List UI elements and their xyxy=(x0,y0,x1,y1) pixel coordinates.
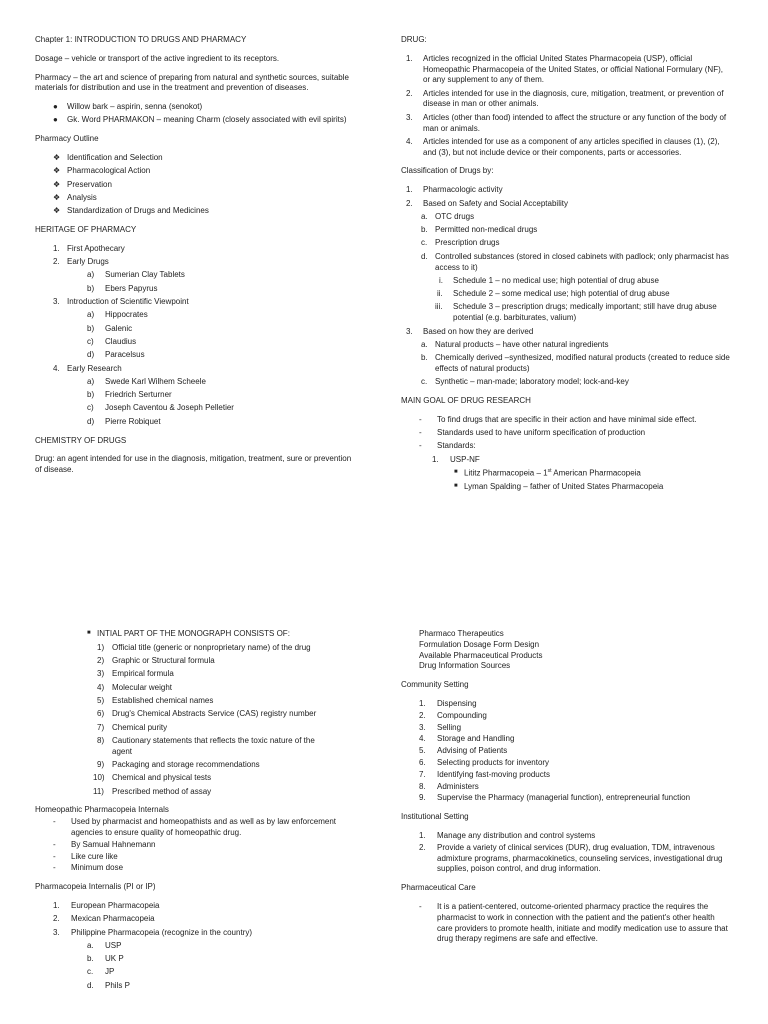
list-item xyxy=(35,787,353,798)
drug-heading: DRUG: xyxy=(401,35,427,44)
list-item xyxy=(401,793,731,804)
list-item xyxy=(35,683,353,694)
list-item xyxy=(35,669,353,680)
list-item-text: Analysis xyxy=(67,192,97,202)
list-item xyxy=(35,166,353,177)
list-item-text: American Pharmacopeia xyxy=(551,468,641,478)
list-item xyxy=(35,709,353,720)
list-item-text: Molecular weight xyxy=(112,682,173,692)
list-marker: a. xyxy=(421,211,428,221)
list-marker: b. xyxy=(421,353,428,363)
list-item-text: Prescribed method of assay xyxy=(112,786,212,796)
list-number: 2. xyxy=(406,198,413,208)
list-item-text: Prescription drugs xyxy=(435,238,500,248)
list-item xyxy=(401,212,731,223)
list-item xyxy=(35,656,353,667)
list-number: 5. xyxy=(419,746,426,756)
list-item xyxy=(401,831,731,842)
list-item-text: Established chemical names xyxy=(112,695,214,705)
list-item xyxy=(401,723,731,734)
list-item-text: Permitted non-medical drugs xyxy=(435,225,538,235)
outline-heading: Pharmacy Outline xyxy=(35,134,99,144)
square-bullet-icon: ■ xyxy=(454,482,458,489)
list-number: 3. xyxy=(53,927,60,937)
list-marker: b. xyxy=(421,225,428,235)
list-item-text: Schedule 1 – no medical use; high potential of drug abuse xyxy=(453,275,659,285)
list-item xyxy=(401,441,731,452)
list-item-text: JP xyxy=(105,967,115,977)
list-number: 4. xyxy=(406,136,413,146)
list-number: 6) xyxy=(97,709,105,719)
list-item xyxy=(35,390,353,401)
list-number: 2. xyxy=(419,842,426,852)
page2-right-column xyxy=(401,629,731,953)
list-item xyxy=(401,289,731,300)
list-item-text: Official title (generic or nonproprietary name) of the drug xyxy=(112,642,311,652)
list-marker: d. xyxy=(87,980,94,990)
diamond-bullet-icon: ❖ xyxy=(53,192,61,202)
list-item-text: Synthetic – man-made; laboratory model; lock-and-key xyxy=(435,377,629,387)
list-number: 5) xyxy=(97,695,105,705)
list-item xyxy=(35,180,353,191)
list-number: 4) xyxy=(97,682,105,692)
list-marker: iii. xyxy=(435,302,443,312)
dash-marker: - xyxy=(419,901,422,911)
list-number: 2. xyxy=(53,914,60,924)
goal-list xyxy=(401,415,731,493)
page1-left-column xyxy=(35,35,353,484)
list-item-text: Advising of Patients xyxy=(437,746,508,756)
list-item xyxy=(401,468,731,479)
list-item-text: Phils P xyxy=(105,980,130,990)
list-item xyxy=(35,270,353,281)
list-marker: b. xyxy=(87,954,94,964)
list-number: 1. xyxy=(53,900,60,910)
chemistry-heading: CHEMISTRY OF DRUGS xyxy=(35,435,127,445)
list-item xyxy=(35,337,353,348)
list-item xyxy=(401,428,731,439)
list-item-text: Introduction of Scientific Viewpoint xyxy=(67,297,189,307)
diamond-bullet-icon: ❖ xyxy=(53,166,61,176)
list-item xyxy=(401,327,731,338)
list-item xyxy=(401,185,731,196)
list-item-text: Selling xyxy=(437,722,462,732)
list-item-text: Schedule 3 – prescription drugs; medically important; still have drug abuse potential (e.g. barbiturates, valium) xyxy=(453,302,717,323)
chapter-title: Chapter 1: INTRODUCTION TO DRUGS AND PHARMACY xyxy=(35,35,247,44)
list-item xyxy=(35,840,353,851)
page1-right-column xyxy=(401,35,731,501)
list-item-text: Standardization of Drugs and Medicines xyxy=(67,206,209,216)
care-list xyxy=(401,902,731,945)
list-number: 1. xyxy=(419,830,426,840)
list-number: 3. xyxy=(406,112,413,122)
list-item-text: Storage and Handling xyxy=(437,734,515,744)
list-item xyxy=(401,711,731,722)
list-item-text: Administers xyxy=(437,781,479,791)
list-item xyxy=(401,276,731,287)
list-number: 3. xyxy=(53,297,60,307)
list-item-text: Articles intended for use as a component of any articles specified in clauses (1), (2), and (3), but not include device or their components, parts or accessories. xyxy=(423,136,720,157)
list-item-text: Graphic or Structural formula xyxy=(112,656,215,666)
list-item-text: Cautionary statements that reflects the toxic nature of the agent xyxy=(112,735,315,756)
list-item-text: Chemically derived –synthesized, modified natural products (created to reduce side effects of natural products) xyxy=(435,353,730,373)
list-marker: i. xyxy=(439,275,443,285)
list-item xyxy=(401,734,731,745)
list-item xyxy=(401,902,731,945)
list-item xyxy=(401,782,731,793)
list-marker: ii. xyxy=(437,289,443,299)
list-item-text: Dispensing xyxy=(437,698,477,708)
list-item xyxy=(35,364,353,375)
list-marker: c) xyxy=(87,336,94,346)
list-item-text: Compounding xyxy=(437,710,487,720)
list-item xyxy=(35,284,353,295)
list-item xyxy=(401,137,731,159)
dash-marker: - xyxy=(419,428,422,438)
list-item xyxy=(401,225,731,236)
list-item xyxy=(35,193,353,204)
list-item xyxy=(401,353,731,375)
list-item xyxy=(35,760,353,771)
list-item-text: Packaging and storage recommendations xyxy=(112,759,260,769)
list-item-text: Used by pharmacist and homeopathists and as well as by law enforcement agencies to ensure quality of homeopathic drug. xyxy=(71,817,337,837)
bullet-icon: ● xyxy=(53,115,58,125)
list-item xyxy=(401,455,731,466)
list-marker: d) xyxy=(87,416,95,426)
list-number: 1. xyxy=(406,185,413,195)
list-item-text: Articles intended for use in the diagnosis, cure, mitigation, treatment, or prevention of disease in man or other animals. xyxy=(423,88,724,109)
list-item xyxy=(401,302,731,324)
list-item xyxy=(35,736,353,758)
list-number: 2. xyxy=(419,710,426,720)
list-number: 4. xyxy=(53,363,60,373)
list-number: 6. xyxy=(419,757,426,767)
list-number: 11) xyxy=(93,786,104,796)
list-item xyxy=(35,102,353,113)
list-item-text: Pharmacologic activity xyxy=(423,185,503,195)
list-item xyxy=(35,696,353,707)
list-item-text: Supervise the Pharmacy (managerial function), entrepreneurial function xyxy=(437,793,691,803)
list-item-text: It is a patient-centered, outcome-oriented pharmacy practice the requires the pharmacist to work in connection with the patient and the patient's other health care providers to promote health, initiate and modify medication use to assure that drug therapy regimens are safe and effective. xyxy=(437,901,728,944)
list-marker: c. xyxy=(421,238,428,248)
list-item-text: Drug's Chemical Abstracts Service (CAS) registry number xyxy=(112,709,317,719)
list-item-text: Controlled substances (stored in closed cabinets with padlock; only pharmacist has access to it) xyxy=(435,251,729,272)
list-number: 1) xyxy=(97,642,105,652)
list-item-text: Schedule 2 – some medical use; high potential of drug abuse xyxy=(453,289,670,299)
list-item-text: Ebers Papyrus xyxy=(105,283,158,293)
list-item-text: Early Research xyxy=(67,363,122,373)
institutional-heading: Institutional Setting xyxy=(401,812,469,822)
list-item-text: Preservation xyxy=(67,179,112,189)
care-heading: Pharmaceutical Care xyxy=(401,883,476,893)
square-bullet-icon: ■ xyxy=(454,469,458,475)
dash-marker: - xyxy=(53,839,56,849)
list-marker: d. xyxy=(421,251,428,261)
list-marker: b) xyxy=(87,323,95,333)
outline-list xyxy=(35,153,353,217)
list-number: 8. xyxy=(419,781,426,791)
list-item-text: Based on Safety and Social Acceptability xyxy=(423,198,568,208)
list-item-text: OTC drugs xyxy=(435,211,475,221)
list-number: 8) xyxy=(97,735,105,745)
bullet-icon: ● xyxy=(53,102,58,112)
drug-articles-list xyxy=(401,54,731,159)
list-item xyxy=(35,643,353,654)
list-number: 1. xyxy=(406,53,413,63)
homeopathic-heading: Homeopathic Pharmacopeia Internals xyxy=(35,805,169,815)
list-item xyxy=(35,852,353,863)
list-item xyxy=(401,89,731,111)
square-bullet-icon: ■ xyxy=(87,630,91,636)
list-item-text: Identifying fast-moving products xyxy=(437,769,550,779)
text-line: Formulation Dosage Form Design xyxy=(419,639,540,649)
list-number: 2. xyxy=(53,257,60,267)
text-line: Pharmaco Therapeutics xyxy=(419,629,504,638)
list-number: 3. xyxy=(419,722,426,732)
list-item xyxy=(401,843,731,875)
list-item-text: UK P xyxy=(105,954,124,964)
institutional-list xyxy=(401,831,731,875)
list-item-text: Minimum dose xyxy=(71,863,124,873)
list-item xyxy=(35,244,353,255)
list-item-text: Articles (other than food) intended to affect the structure or any function of the body of man or animals. xyxy=(423,112,727,133)
goal-heading: MAIN GOAL OF DRUG RESEARCH xyxy=(401,396,531,406)
list-item xyxy=(35,967,353,978)
dosage-definition: Dosage – vehicle or transport of the active ingredient to its receptors. xyxy=(35,53,280,63)
list-item xyxy=(401,199,731,210)
list-number: 1. xyxy=(432,454,439,464)
list-marker: d) xyxy=(87,350,95,360)
list-marker: b) xyxy=(87,283,95,293)
list-marker: a) xyxy=(87,270,95,280)
pi-heading: Pharmacopeia Internalis (PI or IP) xyxy=(35,882,156,892)
classification-list xyxy=(401,185,731,388)
list-item-text: First Apothecary xyxy=(67,243,125,253)
list-marker: a. xyxy=(87,940,94,950)
list-item xyxy=(401,746,731,757)
monograph-list xyxy=(35,643,353,798)
list-item-text: Joseph Caventou & Joseph Pelletier xyxy=(105,403,234,413)
list-item-text: Lititz Pharmacopeia – 1 xyxy=(464,468,548,478)
list-item-text: Chemical purity xyxy=(112,722,168,732)
dash-marker: - xyxy=(419,441,422,451)
list-item-text: Pharmacological Action xyxy=(67,166,151,176)
list-item xyxy=(35,324,353,335)
list-item-text: Mexican Pharmacopeia xyxy=(71,914,155,924)
list-item-text: Paracelsus xyxy=(105,350,145,360)
list-item-text: Pierre Robiquet xyxy=(105,416,161,426)
list-item xyxy=(35,115,353,126)
list-item xyxy=(35,941,353,952)
list-item-text: To find drugs that are specific in their action and have minimal side effect. xyxy=(437,414,697,424)
list-item xyxy=(401,54,731,86)
list-item-text: Standards: xyxy=(437,441,476,451)
list-item-text: Empirical formula xyxy=(112,669,174,679)
list-item-text: Like cure like xyxy=(71,851,118,861)
list-item xyxy=(35,153,353,164)
list-item-text: USP xyxy=(105,940,122,950)
dash-marker: - xyxy=(419,414,422,424)
list-item xyxy=(35,377,353,388)
list-item xyxy=(35,297,353,308)
classification-heading: Classification of Drugs by: xyxy=(401,166,494,176)
list-item xyxy=(35,981,353,992)
list-marker: b) xyxy=(87,390,95,400)
list-item-text: Natural products – have other natural ingredients xyxy=(435,339,609,349)
list-item xyxy=(401,482,731,493)
list-item xyxy=(35,310,353,321)
list-item xyxy=(401,699,731,710)
list-item xyxy=(401,770,731,781)
superscript: st xyxy=(547,468,552,474)
list-item-text: European Pharmacopeia xyxy=(71,900,160,910)
list-item-text: Articles recognized in the official United States Pharmacopeia (USP), official Homeopathic Pharmacopeia of the United States, or official National Formulary (NF), or any supplement to any of them. xyxy=(423,53,723,85)
list-item-text: Hippocrates xyxy=(105,310,148,320)
intro-bullet-list xyxy=(35,102,353,126)
diamond-bullet-icon: ❖ xyxy=(53,206,61,216)
list-item-text: Identification and Selection xyxy=(67,153,163,163)
drug-definition: Drug: an agent intended for use in the diagnosis, mitigation, treatment, sure or prevention of disease. xyxy=(35,454,352,475)
page2-left-column xyxy=(35,629,353,1000)
list-item xyxy=(35,723,353,734)
list-item-text: Gk. Word PHARMAKON – meaning Charm (closely associated with evil spirits) xyxy=(67,115,347,125)
list-item-text: Lyman Spalding – father of United States Pharmacopeia xyxy=(464,481,664,491)
list-item xyxy=(401,238,731,249)
list-item xyxy=(401,415,731,426)
list-number: 7. xyxy=(419,769,426,779)
list-item-text: Selecting products for inventory xyxy=(437,757,550,767)
list-item xyxy=(35,417,353,428)
list-number: 9. xyxy=(419,793,426,803)
list-item xyxy=(401,340,731,351)
list-item-text: Galenic xyxy=(105,323,133,333)
list-item-text: Claudius xyxy=(105,336,137,346)
list-number: 2) xyxy=(97,656,105,666)
list-number: 2. xyxy=(406,88,413,98)
list-item xyxy=(35,914,353,925)
list-item xyxy=(35,773,353,784)
text-line: Drug Information Sources xyxy=(419,661,511,671)
list-item xyxy=(35,954,353,965)
list-item xyxy=(401,113,731,135)
list-item xyxy=(401,252,731,274)
list-item-text: Willow bark – aspirin, senna (senokot) xyxy=(67,102,203,112)
dash-marker: - xyxy=(53,817,56,827)
list-number: 1. xyxy=(53,243,60,253)
diamond-bullet-icon: ❖ xyxy=(53,153,61,163)
list-item-text: Sumerian Clay Tablets xyxy=(105,270,185,280)
list-marker: c) xyxy=(87,403,94,413)
list-item-text: Standards used to have uniform specification of production xyxy=(437,428,646,438)
heritage-list xyxy=(35,244,353,428)
list-item-text: Friedrich Serturner xyxy=(105,390,172,400)
list-marker: a) xyxy=(87,376,95,386)
list-number: 3. xyxy=(406,326,413,336)
community-list xyxy=(401,699,731,804)
pharmacy-definition: Pharmacy – the art and science of preparing from natural and synthetic sources, suitable materials for distribution and use in the treatment and prevention of diseases. xyxy=(35,72,349,93)
diamond-bullet-icon: ❖ xyxy=(53,179,61,189)
dash-marker: - xyxy=(53,863,56,873)
list-item-text: USP-NF xyxy=(450,454,480,464)
list-item-text: Manage any distribution and control systems xyxy=(437,830,596,840)
list-number: 7) xyxy=(97,722,105,732)
list-item xyxy=(35,817,353,839)
pi-list xyxy=(35,901,353,992)
text-line: Available Pharmaceutical Products xyxy=(419,650,543,660)
list-item-text: Early Drugs xyxy=(67,257,109,267)
list-number: 1. xyxy=(419,698,426,708)
list-item xyxy=(35,403,353,414)
list-number: 9) xyxy=(97,759,105,769)
list-item-text: Provide a variety of clinical services (DUR), drug evaluation, TDM, intravenous admixture programs, pharmacokinetics, counseling services, investigational drug supplies, poison control, and drug information. xyxy=(437,842,723,874)
list-item xyxy=(401,758,731,769)
pharmacist-functions-block xyxy=(401,629,731,672)
list-item xyxy=(35,863,353,874)
list-item-text: By Samual Hahnemann xyxy=(71,839,156,849)
list-item-text: Philippine Pharmacopeia (recognize in the country) xyxy=(71,927,252,937)
list-marker: a. xyxy=(421,339,428,349)
list-item xyxy=(35,901,353,912)
community-heading: Community Setting xyxy=(401,680,469,690)
list-item xyxy=(35,928,353,939)
dash-marker: - xyxy=(53,851,56,861)
list-number: 3) xyxy=(97,669,105,679)
list-item xyxy=(35,257,353,268)
list-item xyxy=(401,377,731,388)
list-item-text: Swede Karl Wilhem Scheele xyxy=(105,376,206,386)
heritage-heading: HERITAGE OF PHARMACY xyxy=(35,225,137,235)
list-item xyxy=(35,206,353,217)
list-marker: c. xyxy=(421,377,428,387)
list-number: 4. xyxy=(419,734,426,744)
homeopathic-list xyxy=(35,817,353,874)
list-item-text: Chemical and physical tests xyxy=(112,773,212,783)
monograph-heading-row xyxy=(35,629,353,640)
list-item xyxy=(35,350,353,361)
list-marker: c. xyxy=(87,967,94,977)
monograph-heading: INTIAL PART OF THE MONOGRAPH CONSISTS OF: xyxy=(97,629,290,638)
list-item-text: Based on how they are derived xyxy=(423,326,534,336)
list-marker: a) xyxy=(87,310,95,320)
list-number: 10) xyxy=(93,773,105,783)
